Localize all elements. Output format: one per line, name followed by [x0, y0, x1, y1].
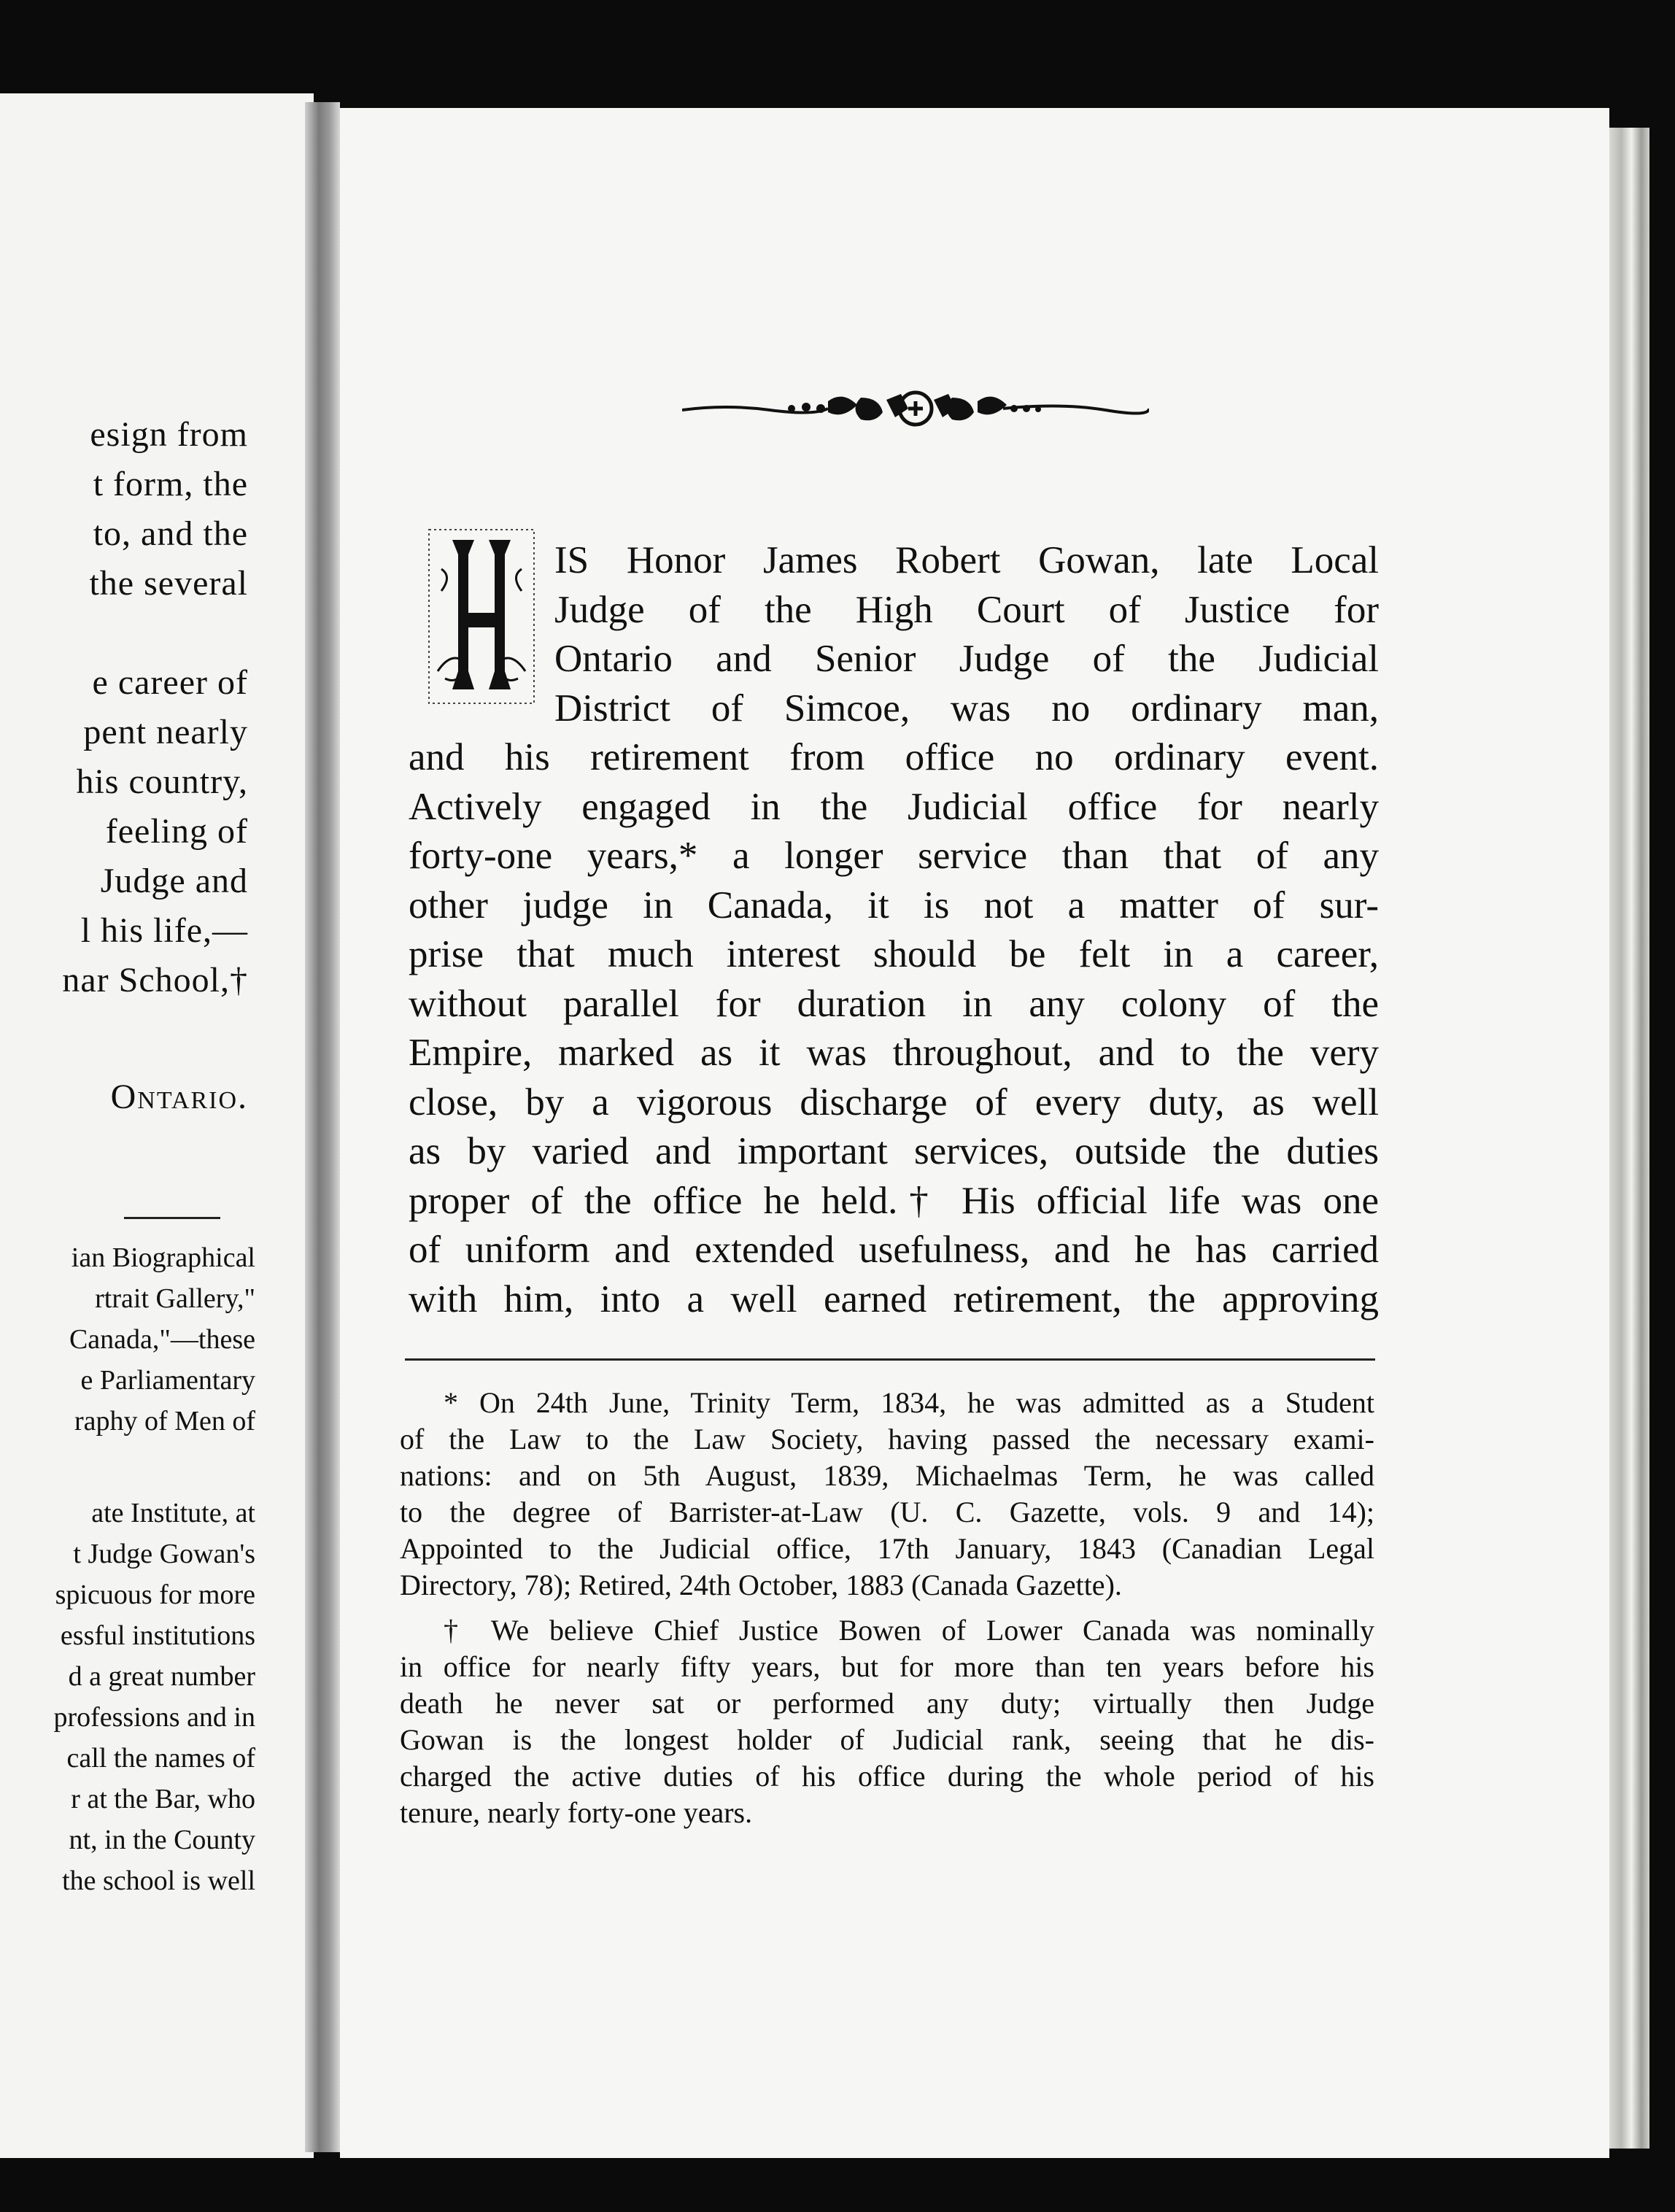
- footnote-line: Appointed to the Judicial office, 17th January, 1843 (Canadian Legal: [400, 1532, 1374, 1565]
- footnote-line: † We believe Chief Justice Bowen of Lower Canada was nominally: [444, 1614, 1374, 1647]
- footnote-divider: [405, 1358, 1375, 1361]
- text-line: of uniform and extended usefulness, and he has carried: [409, 1229, 1379, 1271]
- left-text-line: nar School,†: [62, 961, 248, 999]
- text-line: Judge of the High Court of Justice for: [554, 588, 1379, 631]
- page-edge: [1609, 128, 1649, 2149]
- text-line: other judge in Canada, it is not a matter of sur-: [409, 883, 1379, 927]
- left-small-line: nt, in the County: [69, 1825, 255, 1855]
- footnote-dagger: [400, 1612, 1374, 1831]
- footnote-line: * On 24th June, Trinity Term, 1834, he was admitted as a Student: [444, 1386, 1374, 1419]
- text-line: without parallel for duration in any colony of the: [409, 982, 1379, 1025]
- footnote-line: in office for nearly fifty years, but for more than ten years before his: [400, 1650, 1374, 1683]
- left-page: [0, 93, 314, 2158]
- footnote-line: of the Law to the Law Society, having passed the necessary exami-: [400, 1423, 1374, 1455]
- left-small-line: ate Institute, at: [91, 1498, 255, 1528]
- footnotes: [400, 1385, 1374, 1840]
- text-line: close, by a vigorous discharge of every duty, as well: [409, 1080, 1379, 1124]
- left-small-line: spicuous for more: [55, 1579, 255, 1610]
- left-text-line: the several: [89, 564, 248, 603]
- text-line: District of Simcoe, was no ordinary man,: [554, 687, 1379, 730]
- left-small-line: t Judge Gowan's: [73, 1539, 255, 1569]
- text-line: with him, into a well earned retirement, the approving: [409, 1277, 1379, 1320]
- footnote-line: tenure, nearly forty-one years.: [400, 1796, 753, 1829]
- text-line: forty-one years,* a longer service than that of any: [409, 835, 1379, 877]
- left-small-line: raphy of Men of: [74, 1406, 255, 1436]
- left-small-line: Canada,"—these: [69, 1324, 255, 1355]
- left-text-line: Judge and: [100, 862, 248, 900]
- left-text-line: to, and the: [93, 514, 248, 553]
- text-line: Actively engaged in the Judicial office for nearly: [409, 785, 1379, 828]
- left-text-line: t form, the: [93, 465, 248, 503]
- footnote-asterisk: [400, 1385, 1374, 1604]
- footnote-line: to the degree of Barrister-at-Law (U. C. Gazette, vols. 9 and 14);: [400, 1496, 1374, 1528]
- left-small-line: r at the Bar, who: [71, 1784, 255, 1814]
- footnote-line: charged the active duties of his office during the whole period of his: [400, 1760, 1374, 1793]
- footnote-line: nations: and on 5th August, 1839, Michaelmas Term, he was called: [400, 1459, 1374, 1492]
- left-small-line: e Parliamentary: [80, 1365, 255, 1396]
- left-small-line: rtrait Gallery,": [95, 1283, 255, 1314]
- text-line: and his retirement from office no ordinary event.: [409, 736, 1379, 778]
- text-line: proper of the office he held.† His official life was one: [409, 1179, 1379, 1222]
- left-text-line: his country,: [76, 762, 248, 801]
- left-text-line: pent nearly: [83, 713, 248, 751]
- left-small-line: call the names of: [66, 1743, 255, 1774]
- left-small-line: d a great number: [68, 1661, 255, 1692]
- text-line: prise that much interest should be felt in a career,: [409, 933, 1379, 975]
- left-small-line: professions and in: [53, 1702, 255, 1733]
- left-text-line: feeling of: [105, 812, 248, 851]
- intro-paragraph-indented: [409, 536, 1379, 733]
- text-line: IS Honor James Robert Gowan, late Local: [554, 539, 1379, 581]
- left-small-line: the school is well: [62, 1865, 255, 1896]
- text-line: Empire, marked as it was throughout, and to the very: [409, 1032, 1379, 1074]
- footnote-line: Gowan is the longest holder of Judicial rank, seeing that he dis-: [400, 1723, 1374, 1756]
- ornament-icon: [682, 387, 1149, 430]
- main-text-body: [409, 536, 1379, 1324]
- text-line: Ontario and Senior Judge of the Judicial: [554, 638, 1379, 680]
- left-text-line: e career of: [92, 663, 248, 702]
- left-text-line: l his life,—: [80, 911, 248, 950]
- left-small-line: ian Biographical: [71, 1242, 255, 1273]
- footnote-line: Directory, 78); Retired, 24th October, 1883 (Canada Gazette).: [400, 1569, 1122, 1601]
- footnote-line: death he never sat or performed any duty; virtually then Judge: [400, 1687, 1374, 1720]
- left-heading: Ontario.: [110, 1078, 248, 1116]
- book-spine: [305, 102, 340, 2152]
- text-line: as by varied and important services, outside the duties: [409, 1130, 1379, 1172]
- left-small-line: essful institutions: [60, 1620, 255, 1651]
- left-divider: [124, 1217, 220, 1219]
- left-text-line: esign from: [90, 415, 248, 454]
